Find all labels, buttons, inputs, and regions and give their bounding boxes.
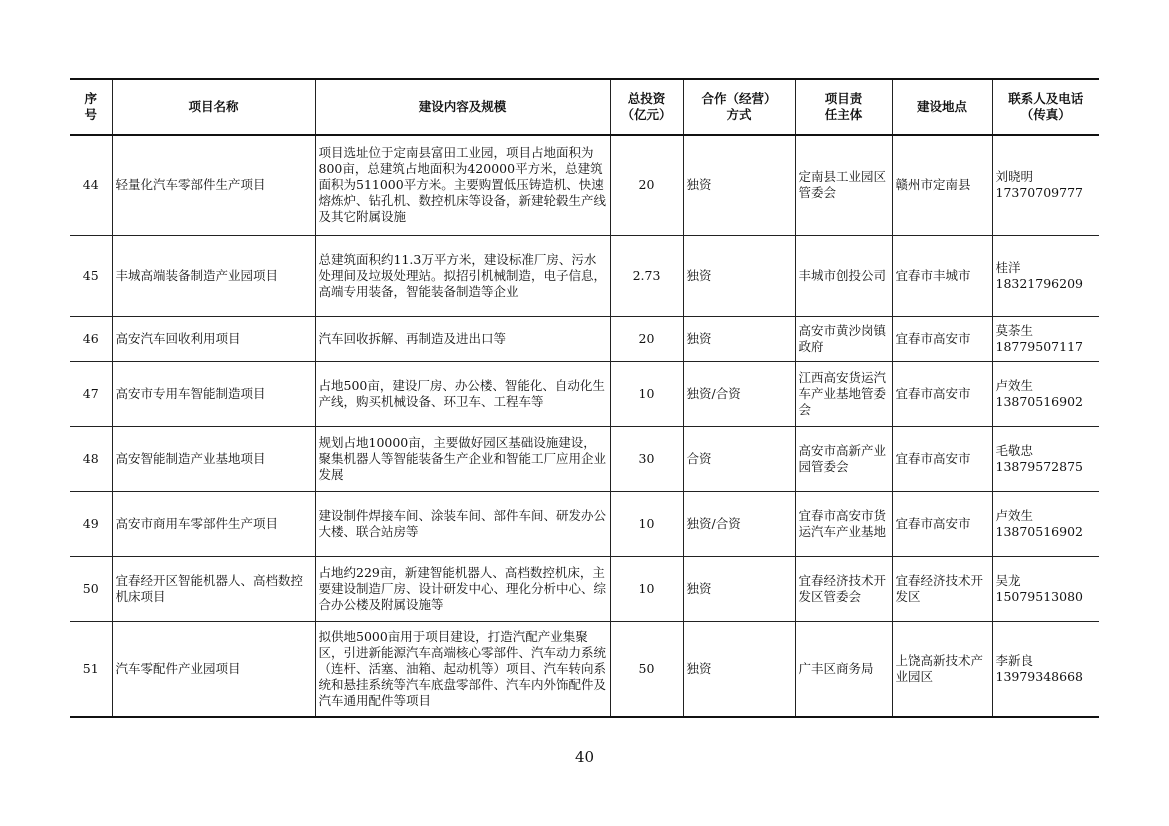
- row-location: 宜春经济技术开发区: [892, 556, 992, 621]
- header-investment: 总投资 （亿元）: [610, 79, 683, 135]
- row-investment: 10: [610, 556, 683, 621]
- row-no: 50: [70, 556, 112, 621]
- row-content: 占地约229亩，新建智能机器人、高档数控机床，主要建设制造厂房、设计研发中心、理化分析中心、综合办公楼及附属设施等: [315, 556, 610, 621]
- row-investment: 10: [610, 491, 683, 556]
- row-contact-cell: [992, 135, 1099, 235]
- row-investment: 2.73: [610, 235, 683, 316]
- row-phone: 13870516902: [995, 393, 1083, 409]
- row-mode: 独资: [683, 556, 795, 621]
- row-name: 宜春经开区智能机器人、高档数控机床项目: [112, 556, 315, 621]
- page-number: 40: [574, 748, 595, 766]
- row-contact-cell: [992, 556, 1099, 621]
- table-row: [70, 361, 1099, 426]
- row-content: 拟供地5000亩用于项目建设，打造汽配产业集聚区，引进新能源汽车高端核心零部件、汽车动力系统（连杆、活塞、油箱、起动机等）项目、汽车转向系统和悬挂系统等汽车底盘零部件、汽车内外饰配件及汽车通用配件等项目: [315, 621, 610, 717]
- row-contact: 桂洋: [995, 259, 1021, 275]
- table-row: [70, 135, 1099, 235]
- row-contact: 莫荼生: [995, 322, 1034, 338]
- header-no: 序 号: [70, 79, 112, 135]
- row-contact: 吴龙: [995, 572, 1021, 588]
- row-contact: 李新良: [995, 652, 1034, 668]
- table-row: [70, 426, 1099, 491]
- row-content: 规划占地10000亩，主要做好园区基础设施建设，聚集机器人等智能装备生产企业和智能工厂应用企业发展: [315, 426, 610, 491]
- row-investment: 30: [610, 426, 683, 491]
- row-contact-cell: [992, 361, 1099, 426]
- header-location: 建设地点: [892, 79, 992, 135]
- row-investment: 50: [610, 621, 683, 717]
- row-phone: 18321796209: [995, 275, 1083, 291]
- row-investment: 20: [610, 135, 683, 235]
- row-name: 汽车零配件产业园项目: [112, 621, 315, 717]
- row-no: 48: [70, 426, 112, 491]
- row-phone: 17370709777: [995, 185, 1083, 201]
- row-content: 汽车回收拆解、再制造及进出口等: [315, 316, 610, 361]
- row-location: 宜春市高安市: [892, 491, 992, 556]
- row-entity: 宜春经济技术开发区管委会: [795, 556, 892, 621]
- row-investment: 20: [610, 316, 683, 361]
- project-table: [70, 78, 1099, 718]
- row-location: 上饶高新技术产业园区: [892, 621, 992, 717]
- row-name: 轻量化汽车零部件生产项目: [112, 135, 315, 235]
- project-table-container: [70, 78, 1099, 718]
- row-contact: 卢效生: [995, 507, 1034, 523]
- row-name: 高安智能制造产业基地项目: [112, 426, 315, 491]
- row-no: 51: [70, 621, 112, 717]
- row-content: 占地500亩，建设厂房、办公楼、智能化、自动化生产线，购买机械设备、环卫车、工程车等: [315, 361, 610, 426]
- row-mode: 独资: [683, 621, 795, 717]
- row-mode: 独资: [683, 316, 795, 361]
- header-mode: 合作（经营） 方式: [683, 79, 795, 135]
- row-no: 44: [70, 135, 112, 235]
- row-entity: 高安市黄沙岗镇政府: [795, 316, 892, 361]
- row-mode: 独资: [683, 135, 795, 235]
- row-location: 宜春市高安市: [892, 426, 992, 491]
- row-mode: 独资/合资: [683, 491, 795, 556]
- row-entity: 定南县工业园区管委会: [795, 135, 892, 235]
- row-entity: 宜春市高安市货运汽车产业基地: [795, 491, 892, 556]
- row-location: 宜春市丰城市: [892, 235, 992, 316]
- row-entity: 高安市高新产业园管委会: [795, 426, 892, 491]
- row-phone: 18779507117: [995, 338, 1083, 354]
- row-entity: 丰城市创投公司: [795, 235, 892, 316]
- header-content: 建设内容及规模: [315, 79, 610, 135]
- table-row: [70, 621, 1099, 717]
- table-row: [70, 556, 1099, 621]
- row-contact: 刘晓明: [995, 169, 1034, 185]
- header-contact: 联系人及电话 （传真）: [992, 79, 1099, 135]
- header-name: 项目名称: [112, 79, 315, 135]
- row-name: 高安市专用车智能制造项目: [112, 361, 315, 426]
- row-no: 46: [70, 316, 112, 361]
- row-location: 宜春市高安市: [892, 316, 992, 361]
- row-investment: 10: [610, 361, 683, 426]
- row-location: 赣州市定南县: [892, 135, 992, 235]
- row-entity: 江西高安货运汽车产业基地管委会: [795, 361, 892, 426]
- row-phone: 13870516902: [995, 523, 1083, 539]
- row-no: 45: [70, 235, 112, 316]
- row-contact-cell: [992, 235, 1099, 316]
- row-content: 项目选址位于定南县富田工业园，项目占地面积为800亩，总建筑占地面积为420000平方米，总建筑面积为511000平方米。主要购置低压铸造机、快速熔炼炉、钻孔机、数控机床等设备，新建轮毂生产线及其它附属设施: [315, 135, 610, 235]
- row-no: 47: [70, 361, 112, 426]
- row-name: 高安市商用车零部件生产项目: [112, 491, 315, 556]
- row-phone: 13979348668: [995, 668, 1083, 684]
- header-entity: 项目责 任主体: [795, 79, 892, 135]
- row-content: 总建筑面积约11.3万平方米，建设标准厂房、污水处理间及垃圾处理站。拟招引机械制造，电子信息，高端专用装备，智能装备制造等企业: [315, 235, 610, 316]
- row-phone: 13879572875: [995, 458, 1083, 474]
- row-mode: 合资: [683, 426, 795, 491]
- row-no: 49: [70, 491, 112, 556]
- table-row: [70, 316, 1099, 361]
- table-header-row: [70, 79, 1099, 135]
- row-mode: 独资: [683, 235, 795, 316]
- row-contact: 卢效生: [995, 377, 1034, 393]
- row-contact-cell: [992, 316, 1099, 361]
- table-row: [70, 235, 1099, 316]
- row-contact-cell: [992, 491, 1099, 556]
- row-contact-cell: [992, 426, 1099, 491]
- table-row: [70, 491, 1099, 556]
- row-location: 宜春市高安市: [892, 361, 992, 426]
- row-content: 建设制件焊接车间、涂装车间、部件车间、研发办公大楼、联合站房等: [315, 491, 610, 556]
- row-name: 高安汽车回收利用项目: [112, 316, 315, 361]
- row-contact-cell: [992, 621, 1099, 717]
- row-phone: 15079513080: [995, 588, 1083, 604]
- row-mode: 独资/合资: [683, 361, 795, 426]
- row-entity: 广丰区商务局: [795, 621, 892, 717]
- row-contact: 毛敬忠: [995, 442, 1034, 458]
- row-name: 丰城高端装备制造产业园项目: [112, 235, 315, 316]
